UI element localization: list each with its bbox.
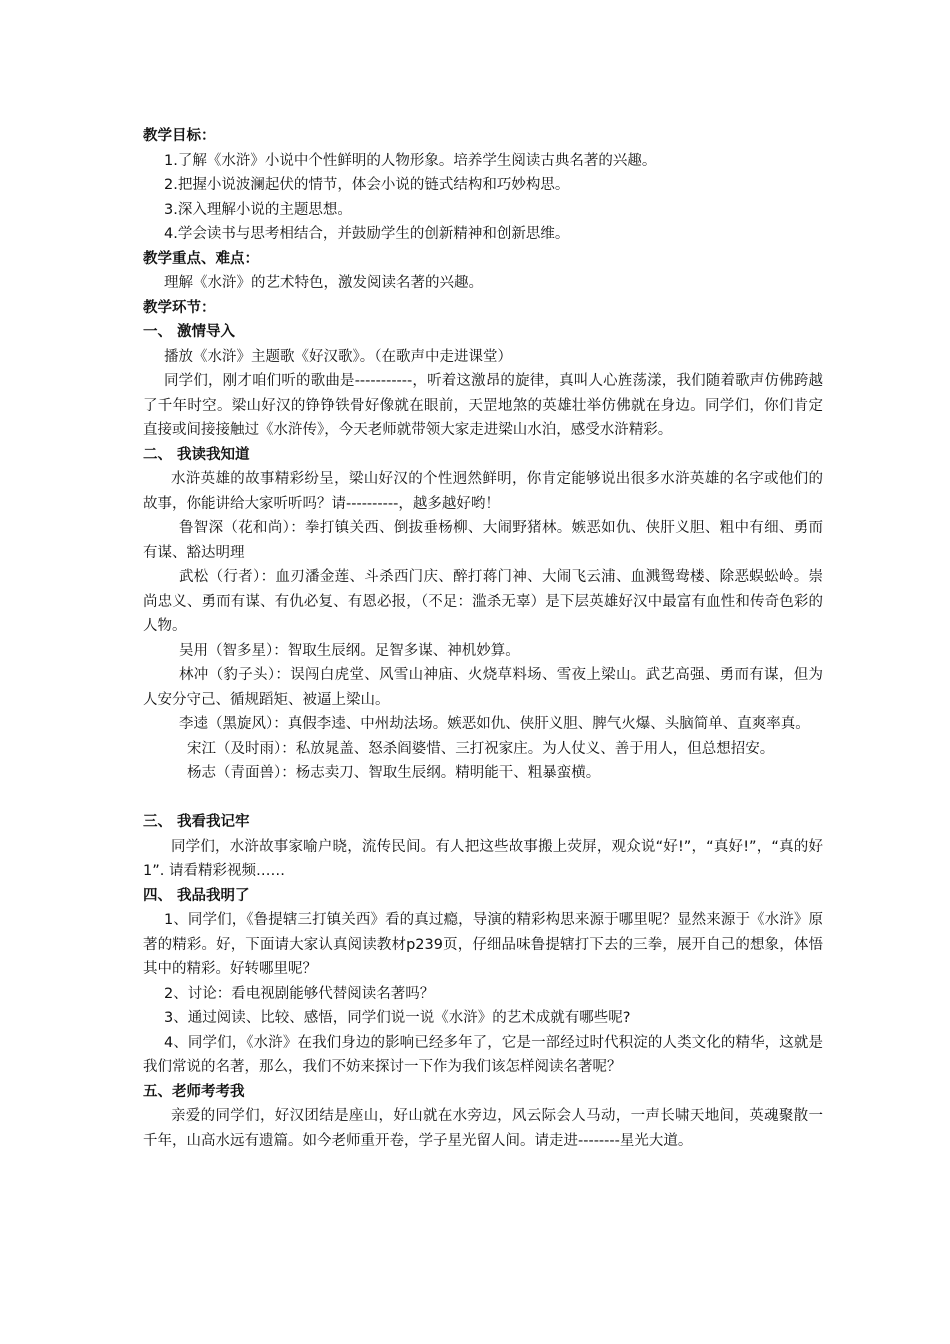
section4-item-3: 3、通过阅读、比较、感悟，同学们说一说《水浒》的艺术成就有哪些呢? — [164, 1010, 631, 1026]
section1-heading: 一、 激情导入 — [143, 324, 236, 340]
keypoints-text: 理解《水浒》的艺术特色，激发阅读名著的兴趣。 — [164, 275, 483, 291]
hero-wu-yong: 吴用（智多星）：智取生辰纲。足智多谋、神机妙算。 — [179, 642, 520, 659]
goal-item-2: 2.把握小说波澜起伏的情节，体会小说的链式结构和巧妙构思。 — [164, 177, 570, 193]
lesson-plan-page — [143, 124, 823, 1153]
hero-lu-zhishen: 鲁智深（花和尚）：拳打镇关西、倒拔垂杨柳、大闹野猪林。嫉恶如仇、侠肝义胆、粗中有细、勇而有谋、豁达明理 — [143, 520, 823, 561]
section4-item-2: 2、讨论：看电视剧能够代替阅读名著吗？ — [164, 985, 435, 1002]
hero-wu-song: 武松（行者）：血刃潘金莲、斗杀西门庆、醉打蒋门神、大闹飞云浦、血溅鸳鸯楼、除恶蜈蚣岭。崇尚忠义、勇而有谋、有仇必复、有恩必报，（不足：滥杀无辜）是下层英雄好汉中最富有血性和传奇色彩的人物。 — [143, 569, 823, 634]
section4-heading: 四、 我品我明了 — [143, 887, 250, 904]
goal-item-3: 3.深入理解小说的主题思想。 — [164, 201, 352, 218]
goal-item-1: 1.了解《水浒》小说中个性鲜明的人物形象。培养学生阅读古典名著的兴趣。 — [164, 152, 657, 169]
steps-heading: 教学环节： — [143, 299, 216, 316]
section3-heading: 三、 我看我记牢 — [143, 814, 250, 830]
section3-text: 同学们，水浒故事家喻户晓，流传民间。有人把这些故事搬上荧屏，观众说“好!”，“真好!”，“真的好1”. 请看精彩视频…… — [143, 838, 823, 879]
goal-item-4: 4.学会读书与思考相结合，并鼓励学生的创新精神和创新思维。 — [164, 226, 570, 242]
section2-heading: 二、 我读我知道 — [143, 446, 250, 463]
hero-yang-zhi: 杨志（青面兽）：杨志卖刀、智取生辰纲。精明能干、粗暴蛮横。 — [187, 765, 601, 781]
blank-line — [143, 786, 823, 811]
section2-intro: 水浒英雄的故事精彩纷呈，梁山好汉的个性迥然鲜明，你肯定能够说出很多水浒英雄的名字或他们的故事，你能讲给大家听听吗？请----------，越多越好哟！ — [143, 471, 823, 512]
goals-heading: 教学目标： — [143, 128, 216, 144]
section4-item-1: 1、同学们，《鲁提辖三打镇关西》看的真过瘾，导演的精彩构思来源于哪里呢？显然来源于《水浒》原著的精彩。好，下面请大家认真阅读教材p239页，仔细品味鲁提辖打下去的三拳，展开自己的想象，体悟其中的精彩。好转哪里呢？ — [143, 912, 823, 977]
hero-song-jiang: 宋江（及时雨）：私放晁盖、怒杀阎婆惜、三打祝家庄。为人仗义、善于用人，但总想招安。 — [187, 740, 775, 757]
section1-paragraph-1: 播放《水浒》主题歌《好汉歌》。（在歌声中走进课堂） — [164, 348, 512, 365]
hero-li-kui: 李逵（黑旋风）：真假李逵、中州劫法场。嫉恶如仇、侠肝义胆、脾气火爆、头脑简单、直爽率真。 — [179, 716, 810, 732]
section1-paragraph-2: 同学们，刚才咱们听的歌曲是-----------，听着这激昂的旋律，真叫人心旌荡漾，我们随着歌声仿佛跨越了千年时空。梁山好汉的铮铮铁骨好像就在眼前，天罡地煞的英雄壮举仿佛就在身边。同学们，你们肯定直接或间接接触过《水浒传》，今天老师就带领大家走进梁山水泊，感受水浒精彩。 — [143, 373, 823, 438]
section5-text: 亲爱的同学们，好汉团结是座山，好山就在水旁边，风云际会人马动，一声长啸天地间，英魂聚散一千年，山高水远有遗篇。如今老师重开卷，学子星光留人间。请走进--------星光大道。 — [143, 1108, 823, 1149]
section4-item-4: 4、同学们，《水浒》在我们身边的影响已经多年了，它是一部经过时代积淀的人类文化的精华，这就是我们常说的名著，那么，我们不妨来探讨一下作为我们该怎样阅读名著呢？ — [143, 1034, 823, 1075]
keypoints-heading: 教学重点、难点： — [143, 250, 259, 267]
section5-heading: 五、老师考考我 — [143, 1083, 245, 1100]
hero-lin-chong: 林冲（豹子头）：误闯白虎堂、风雪山神庙、火烧草料场、雪夜上梁山。武艺高强、勇而有谋，但为人安分守己、循规蹈矩、被逼上梁山。 — [143, 667, 823, 708]
